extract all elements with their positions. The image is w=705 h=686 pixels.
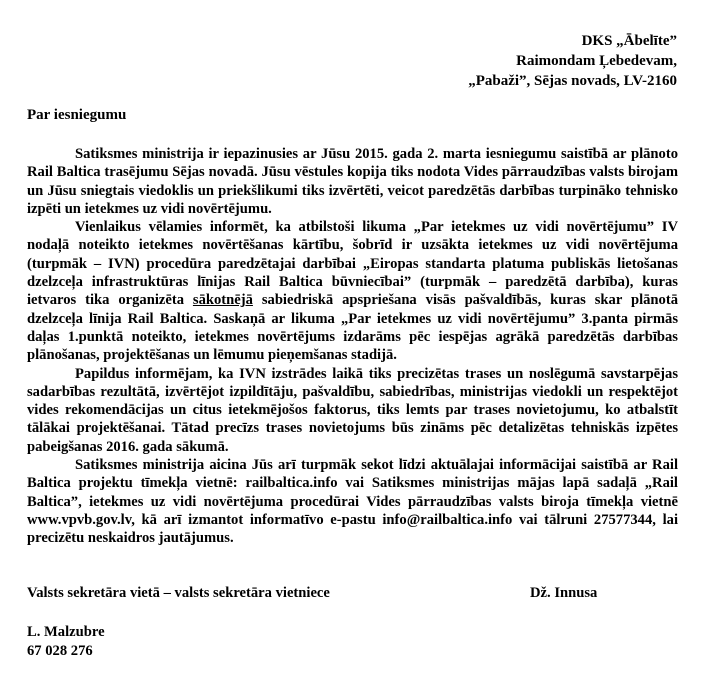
paragraph-1: Satiksmes ministrija ir iepazinusies ar Jūsu 2015. gada 2. marta iesniegumu saistībā ar plānoto Rail Baltica trasējumu Sējas novadā. Jūsu vēstules kopija tiks nodota Vides pārraudzības valsts birojam un Jūsu sniegtais viedoklis un priekšlikumi tiks izvērtēti, veicot paredzētās darbības turpināko tehnisko izpēti un ietekmes uz vidi novērtējumu.: [27, 146, 678, 217]
paragraph-3: Papildus informējam, ka IVN izstrādes laikā tiks precizētas trases un noslēgumā savstarpējas sadarbības rezultātā, izvērtējot izpildītāju, pašvaldību, sabiedrības, ministrijas viedokli un respektējot vides rekomendācijas un citus ietekmējošos faktorus, tiks lemts par trases novietojumu, ko atbalstīt tālākai projektēšanai. Tātad precīzs trases novietojums būs zināms pēc detalizētas tehniskās izpētes pabeigšanas 2016. gada sākumā.: [27, 365, 678, 455]
recipient-block: [468, 31, 677, 91]
paragraph-2: [27, 218, 678, 364]
signatory-title: Valsts sekretāra vietā – valsts sekretāra vietniece: [27, 585, 330, 601]
paragraph-4: Satiksmes ministrija aicina Jūs arī turpmāk sekot līdzi aktuālajai informācijai saistībā ar Rail Baltica projektu tīmekļa vietnē: railbaltica.info vai Satiksmes ministrijas mājas lapā sadaļā „Rail Baltica”, ietekmes uz vidi novērtējuma procedūrai Vides pārraudzības valsts biroja tīmekļa vietnē www.vpvb.gov.lv, kā arī izmantot informatīvo e-pastu info@railbaltica.info vai tālruni 27577344, lai precizētu neskaidros jautājumus.: [27, 457, 678, 547]
letter-body: [27, 145, 678, 548]
letter-subject: Par iesniegumu: [27, 107, 127, 123]
contact-block: [27, 623, 105, 661]
signatory-name: Dž. Innusa: [530, 585, 598, 601]
recipient-person: Raimondam Ļebedevam,: [516, 53, 677, 69]
underlined-word: sākotnējā: [192, 292, 253, 309]
contact-name: L. Malzubre: [27, 624, 105, 640]
contact-phone: 67 028 276: [27, 643, 93, 659]
paragraph-2-part-2: sabiedriskā apspriešana visās pašvaldībās, kuras skar plānotā dzelzceļa līnija Rail Baltica. Saskaņā ar likuma „Par ietekmes uz vidi novērtējumu” 3.panta pirmās daļas 1.punktā noteikto, ietekmes novērtējums izdarāms pēc iespējas agrākā paredzētās darbības plānošanas, projektēšanas un lēmumu pieņemšanas stadijā.: [27, 292, 679, 364]
recipient-address: „Pabaži”, Sējas novads, LV-2160: [468, 73, 677, 89]
paragraph-2-part-1: Vienlaikus vēlamies informēt, ka atbilstoši likuma „Par ietekmes uz vidi novērtējumu” IV nodaļā noteikto ietekmes novērtēšanas kārtību, šobrīd ir uzsākta ietekmes uz vidi novērtējuma (turpmāk – IVN) procedūra paredzētajai darbībai „Eiropas standarta platuma publiskās lietošanas dzelzceļa infrastruktūras līnijas Rail Baltica būvniecībai” (turpmāk – paredzētā darbība), kuras ietvaros tika organizēta: [27, 219, 678, 309]
recipient-organization: DKS „Ābelīte”: [581, 33, 677, 49]
